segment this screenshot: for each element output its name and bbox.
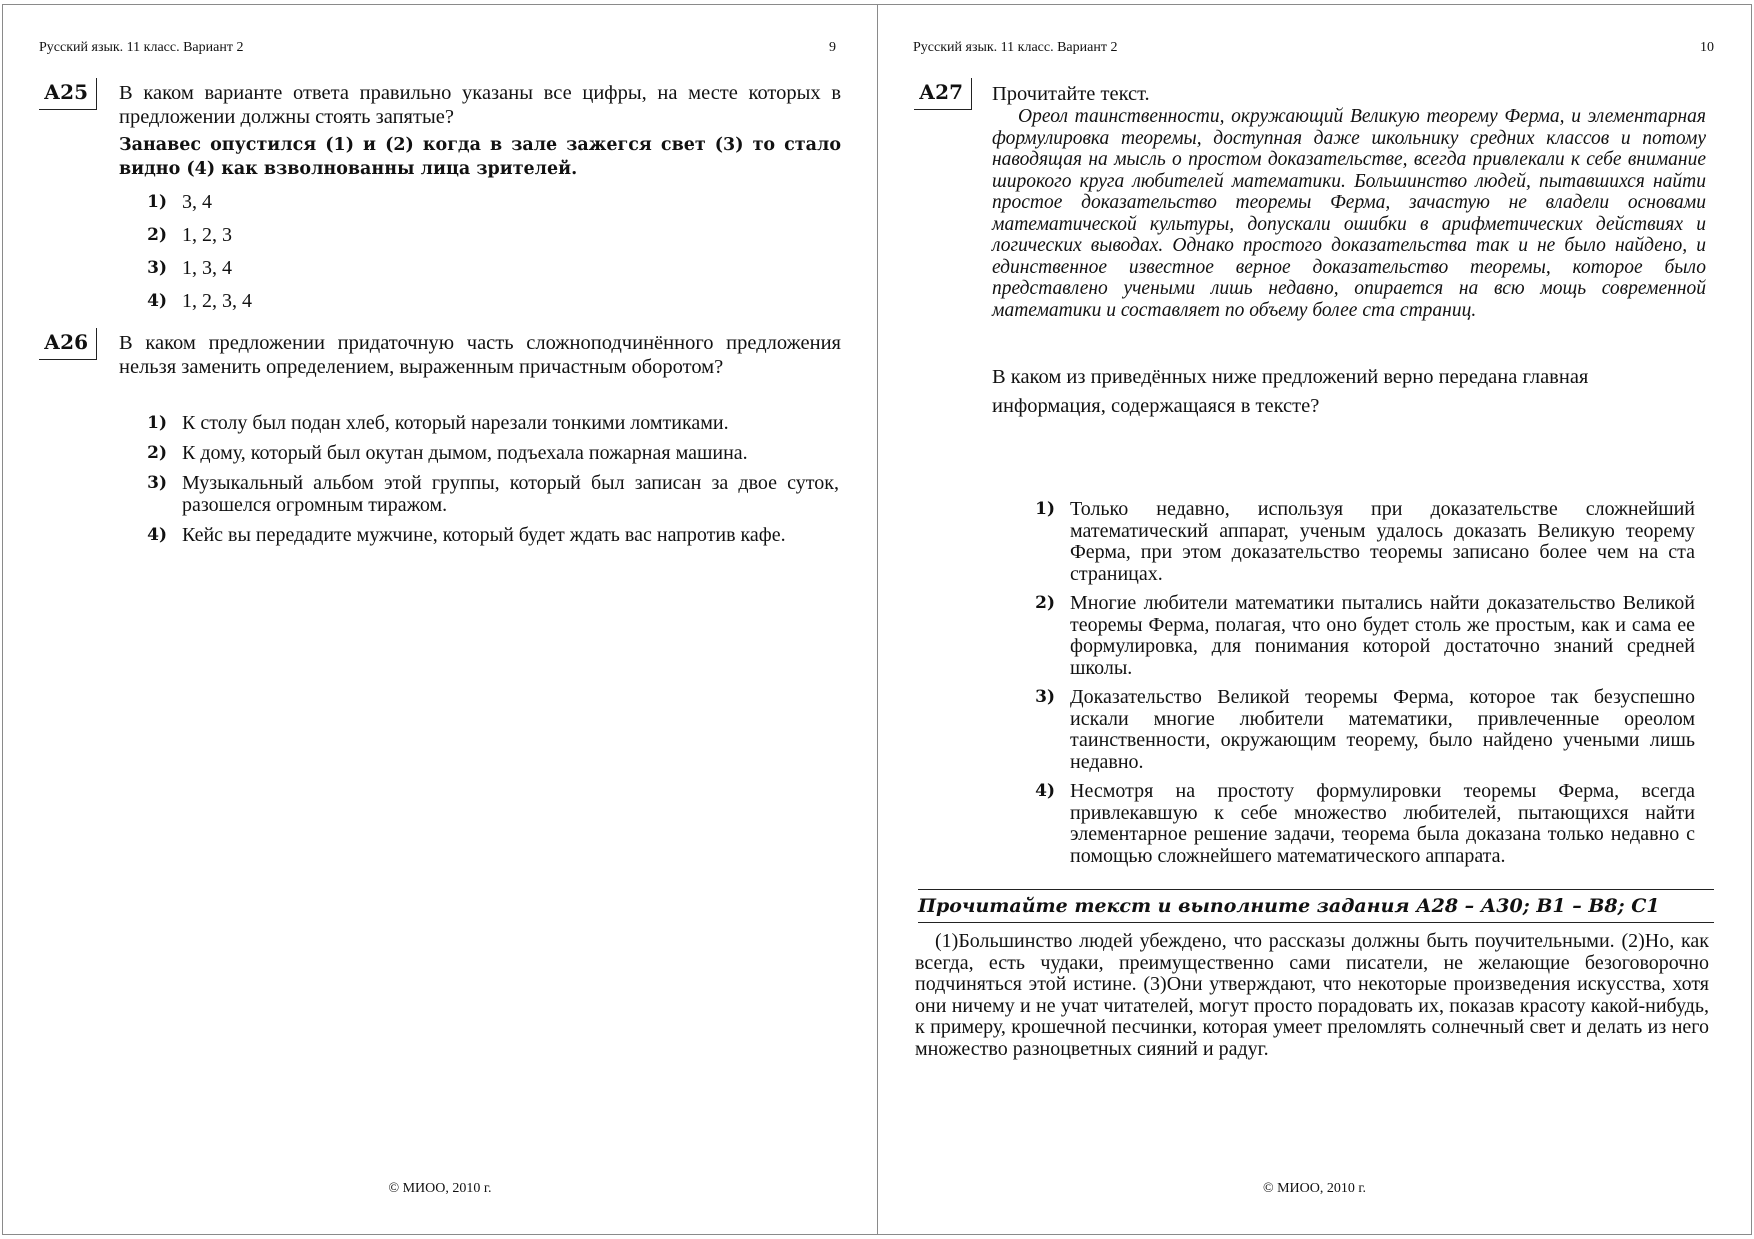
answer-option[interactable]: 2) 1, 2, 3 [147,224,232,246]
section-title: Прочитайте текст и выполните задания А28 – А30; В1 – В8; С1 [918,889,1714,923]
answer-option[interactable]: 1) 3, 4 [147,191,212,213]
question-label: А26 [39,328,97,360]
answer-options [1015,499,1695,867]
question-text-line2: информация, содержащаяся в тексте? [992,395,1320,417]
question-text: В каком предложении придаточную часть сложноподчинённого предложения нельзя заменить определением, выраженным причастным оборотом? [119,332,841,378]
reading-text: Ореол таинственности, окружающий Великую теорему Ферма, и элементарная формулировка теоремы, доступная даже школьнику средних классов и потому наводящая на мысль о простом доказательстве, всегда привлекали к себе внимание широкого круга любителей математики. Большинство людей, пытавшихся найти простое доказательство теоремы Ферма, зачастую не владели основами математической культуры, допускали ошибки в арифметических действиях и логических выводах. Однако простого доказательства так и не было найдено, и единственное известное верное доказательство теоремы, которое было представлено учеными лишь недавно, опирается на всю мощь современной математики и составляет по объему более ста страниц. [992,106,1706,321]
answer-option[interactable]: 1) Только недавно, используя при доказательстве сложнейший математический аппарат, ученым удалось доказать Великую теорему Ферма, при этом доказательство теоремы записано более чем на ста страницах. [1035,498,1695,585]
page-footer: © МИОО, 2010 г. [388,1181,492,1196]
question-body [119,81,841,181]
page-header-title: Русский язык. 11 класс. Вариант 2 [913,40,1118,55]
answer-options [127,412,839,546]
question-label: А25 [39,78,97,110]
answer-option[interactable]: 1) К столу был подан хлеб, который нарезали тонкими ломтиками. [147,412,729,434]
question-body [992,82,1706,421]
question-body [119,331,841,379]
question-text: В каком варианте ответа правильно указаны все цифры, на месте которых в предложении должны стоять запятые? [119,82,841,128]
answer-option[interactable]: 3) Доказательство Великой теоремы Ферма, которое так безуспешно искали многие любители математики, привлеченные ореолом таинственности, окружающим теорему, было найдено учеными лишь недавно. [1035,686,1695,773]
answer-option[interactable]: 4) 1, 2, 3, 4 [147,290,252,312]
right-page [877,4,1752,1235]
question-sentence: Занавес опустился (1) и (2) когда в зале зажегся свет (3) то стало видно (4) как взволнованны лица зрителей. [119,135,841,179]
question-text-line1: В каком из приведённых ниже предложений верно передана главная [992,366,1589,388]
answer-option[interactable]: 2) Многие любители математики пытались найти доказательство Великой теоремы Ферма, полагая, что оно будет столь же простым, как и сама ее формулировка, для понимания которой достаточно знаний средней школы. [1035,592,1695,679]
answer-option[interactable]: 3) 1, 3, 4 [147,257,232,279]
answer-option[interactable]: 4) Кейс вы передадите мужчине, который будет ждать вас напротив кафе. [147,524,786,546]
answer-option[interactable]: 4) Несмотря на простоту формулировки теоремы Ферма, всегда привлекавшую к себе множество любителей, пытающихся найти элементарное решение задачи, теорема была доказана только недавно с помощью сложнейшего математического аппарата. [1035,780,1695,867]
page-number: 10 [1700,40,1714,55]
answer-option[interactable]: 3) Музыкальный альбом этой группы, который был записан за двое суток, разошелся огромным тиражом. [147,472,839,516]
instruction-text: Прочитайте текст. [992,83,1150,105]
question-label: А27 [914,78,972,110]
answer-options [127,191,827,323]
page-footer: © МИОО, 2010 г. [1262,1181,1367,1196]
left-page [2,4,878,1235]
page-number: 9 [829,40,836,55]
reading-passage: (1)Большинство людей убеждено, что рассказы должны быть поучительными. (2)Но, как всегда, есть чудаки, преимущественно сами писатели, не желающие безоговорочно подчиняться этой истине. (3)Они утверждают, что некоторые произведения искусства, хотя они ничему и не учат читателей, могут просто порадовать их, показав красоту какой-нибудь, к примеру, крошечной песчинки, которая умеет преломлять солнечный свет и делать из него множество разноцветных сияний и радуг. [915,930,1709,1060]
page-header-title: Русский язык. 11 класс. Вариант 2 [39,40,244,55]
answer-option[interactable]: 2) К дому, который был окутан дымом, подъехала пожарная машина. [147,442,748,464]
